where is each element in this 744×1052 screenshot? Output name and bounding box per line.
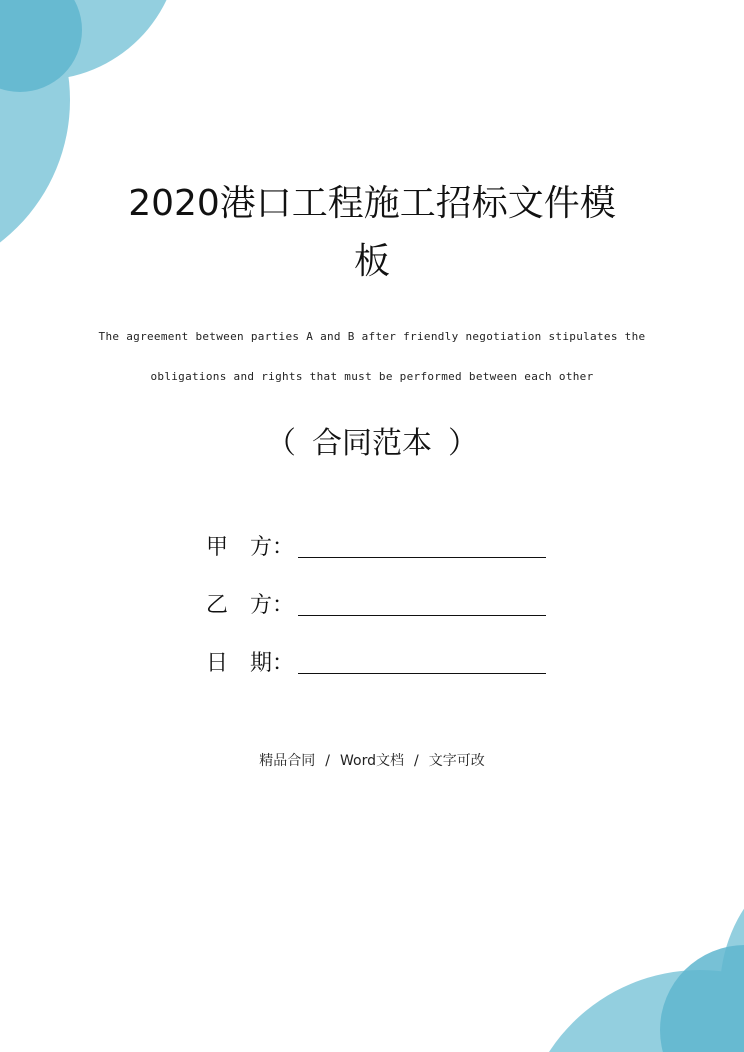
party-a-blank-line[interactable] [298,557,546,558]
bottom-right-overlap-circle [660,945,744,1052]
party-b-char1: 乙 [206,593,229,618]
contract-template-subtitle [0,424,744,464]
party-a-label [206,532,294,564]
subtitle-open-paren: （ [266,426,296,461]
footer-separator-1: / [325,753,330,769]
footer-part-1: 精品合同 [259,753,316,769]
date-char1: 日 [206,651,229,676]
date-colon: ： [272,651,295,676]
party-a-char2: 方 [250,535,273,560]
party-b-label [206,590,294,622]
footer-part-2: Word文档 [340,753,404,769]
date-blank-line[interactable] [298,673,546,674]
party-a-char1: 甲 [206,535,229,560]
footer-part-3: 文字可改 [428,753,485,769]
english-description-line-1: The agreement between parties A and B after friendly negotiation stipulates the [98,330,646,343]
document-title-line-1: 2020港口工程施工招标文件模 [128,183,616,224]
english-description-line-2: obligations and rights that must be performed between each other [150,370,594,383]
party-a-colon: ： [272,535,295,560]
top-left-overlap-circle [0,0,82,92]
footer-note [0,750,744,770]
party-b-colon: ： [272,593,295,618]
footer-separator-2: / [413,753,419,769]
party-b-blank-line[interactable] [298,615,546,616]
document-title-line-2: 板 [353,241,390,282]
bottom-right-decoration [520,840,744,1052]
party-b-char2: 方 [250,593,273,618]
subtitle-close-paren: ） [448,426,478,461]
date-label [206,648,294,680]
date-char2: 期 [250,651,273,676]
subtitle-text: 合同范本 [312,426,432,461]
